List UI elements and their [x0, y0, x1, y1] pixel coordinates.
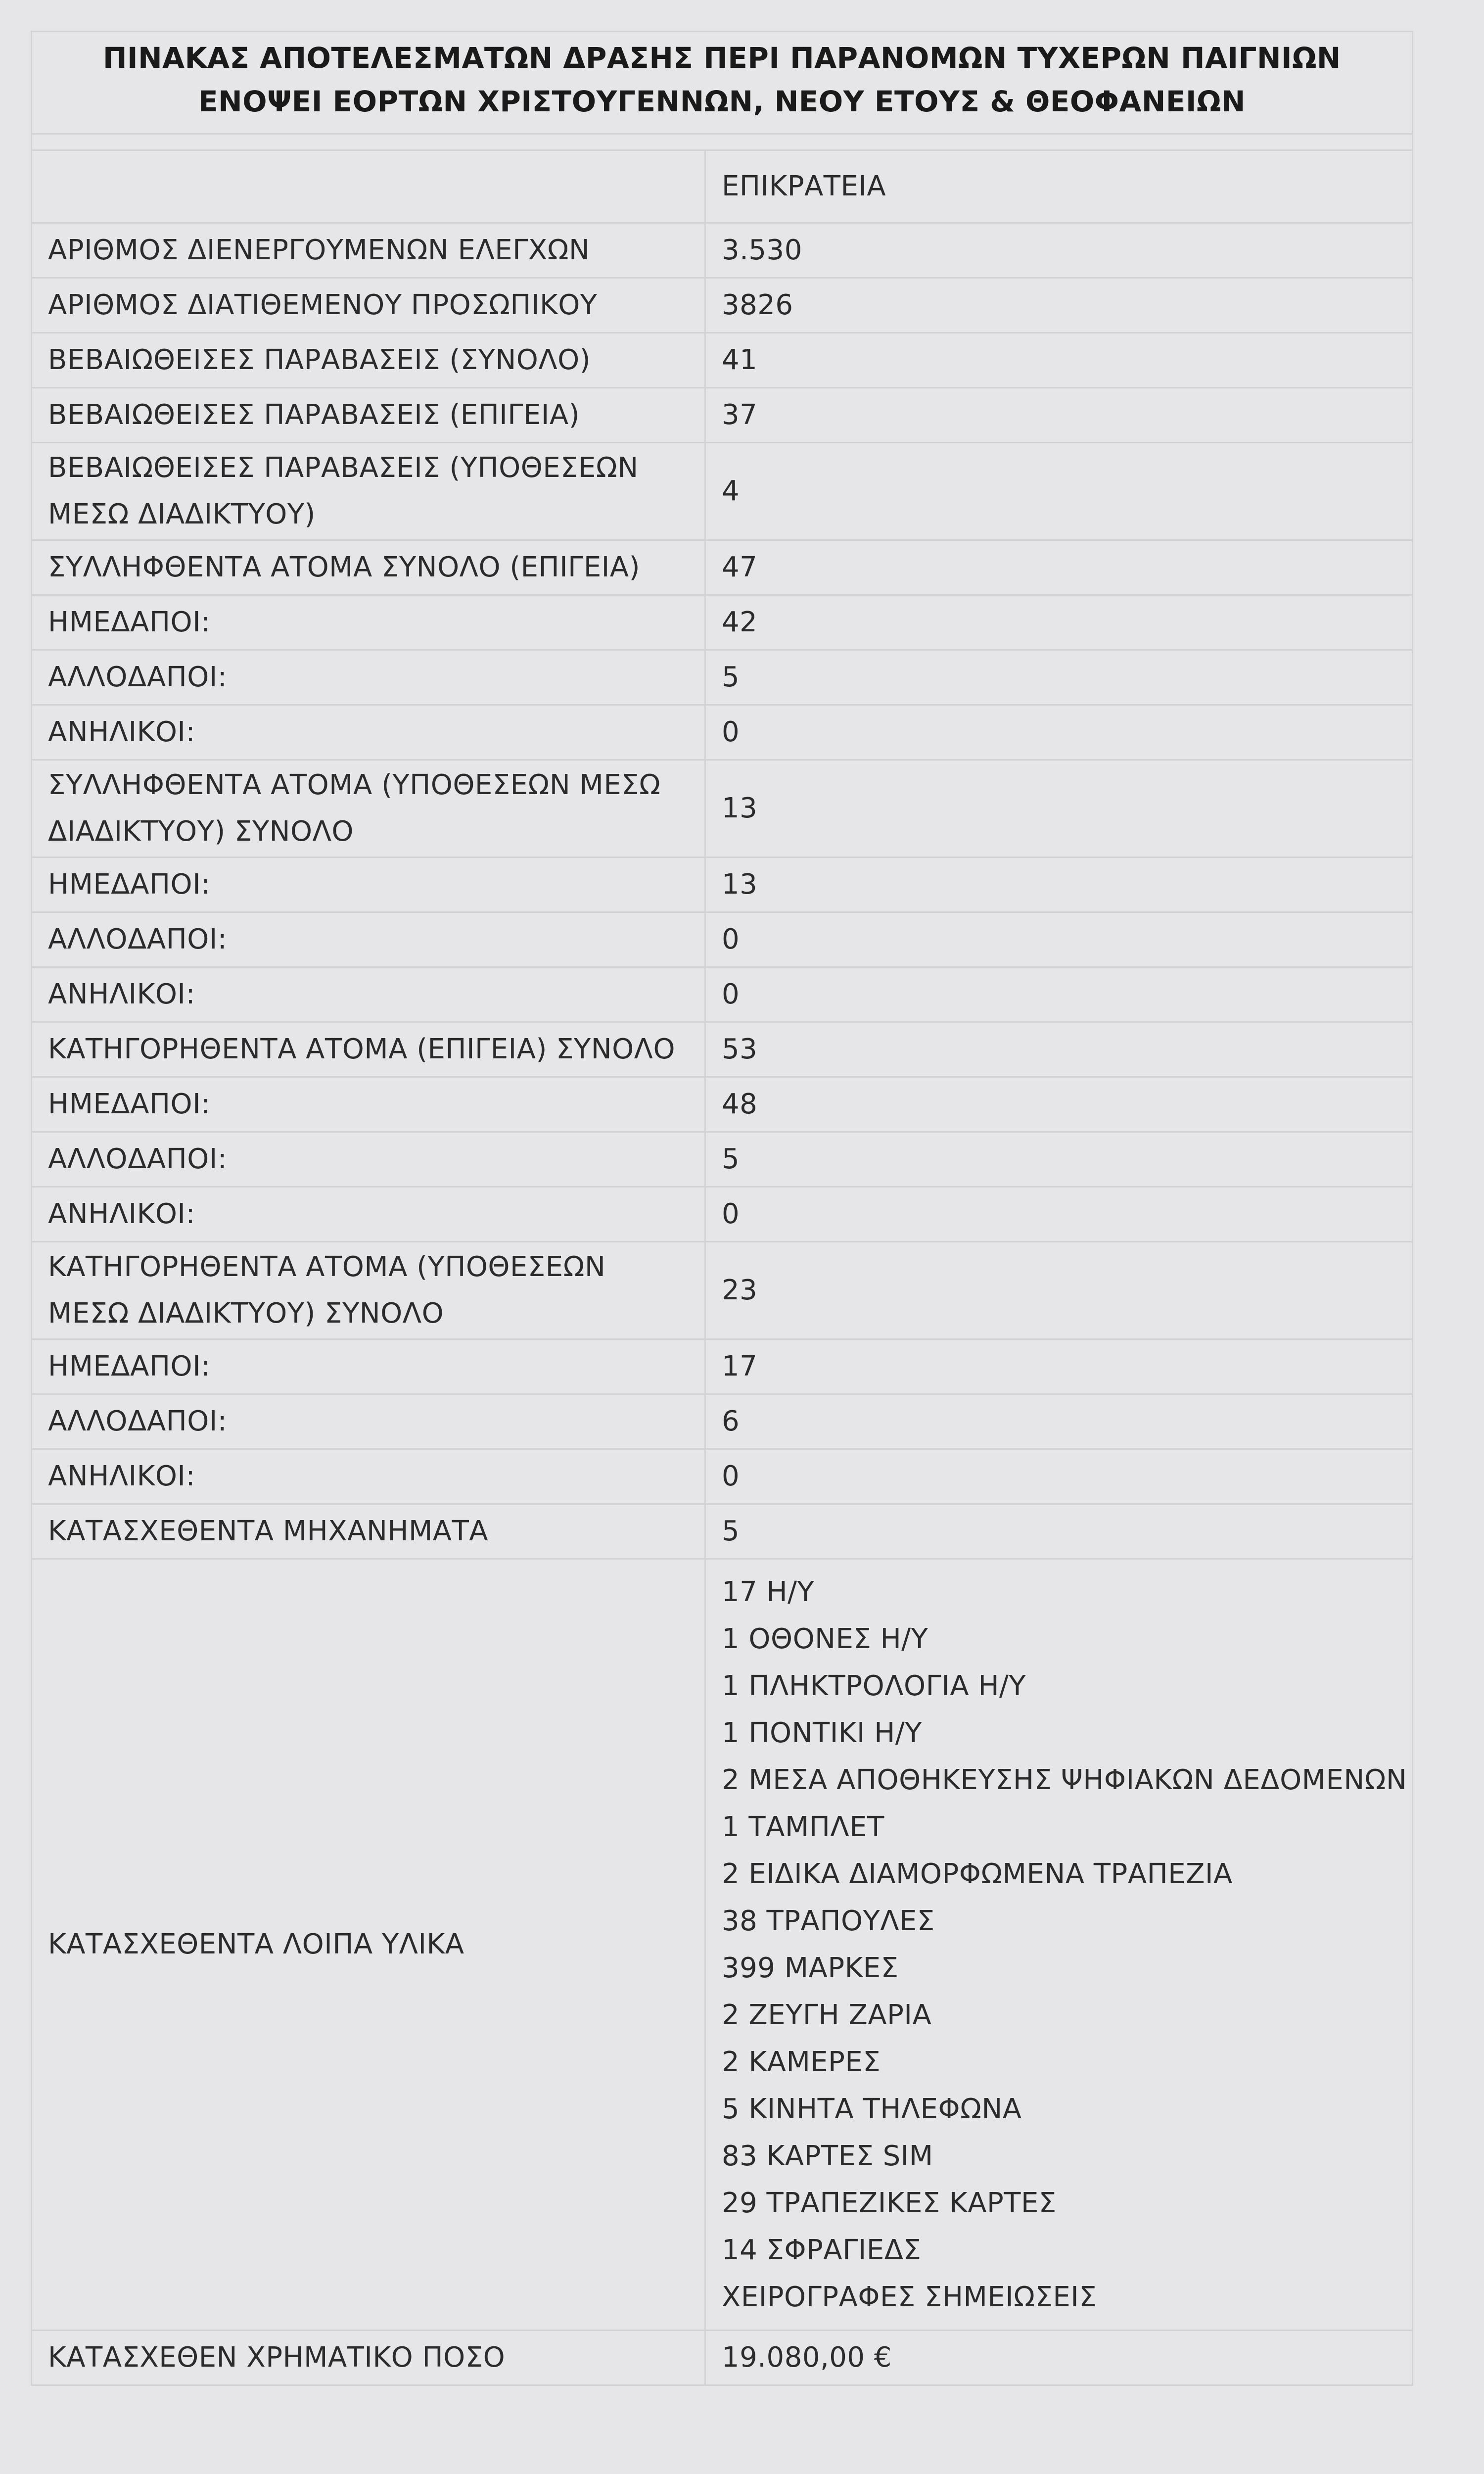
table-row	[32, 650, 1413, 705]
row-label: ΑΛΛΟΔΑΠΟΙ:	[32, 650, 705, 705]
list-item: 83 ΚΑΡΤΕΣ SIM	[722, 2140, 933, 2172]
row-value: 0	[705, 1187, 1413, 1242]
list-item: 14 ΣΦΡΑΓΙΕΔΣ	[722, 2234, 922, 2266]
cash-row	[32, 2331, 1413, 2385]
list-item: 2 ΚΑΜΕΡΕΣ	[722, 2046, 881, 2078]
table-row	[32, 705, 1413, 760]
row-label: ΚΑΤΗΓΟΡΗΘΕΝΤΑ ΑΤΟΜΑ (ΕΠΙΓΕΙΑ) ΣΥΝΟΛΟ	[32, 1022, 705, 1077]
row-value: 47	[705, 540, 1413, 595]
seized-materials-cell	[705, 1559, 1413, 2331]
cash-value: 19.080,00 €	[705, 2331, 1413, 2385]
row-label: ΑΡΙΘΜΟΣ ΔΙΑΤΙΘΕΜΕΝΟΥ ΠΡΟΣΩΠΙΚΟΥ	[32, 278, 705, 333]
list-item: 17 Η/Υ	[722, 1576, 815, 1608]
list-item: ΧΕΙΡΟΓΡΑΦΕΣ ΣΗΜΕΙΩΣΕΙΣ	[722, 2281, 1097, 2313]
header-empty-cell	[32, 150, 705, 223]
row-label: ΚΑΤΗΓΟΡΗΘΕΝΤΑ ΑΤΟΜΑ (ΥΠΟΘΕΣΕΩΝ ΜΕΣΩ ΔΙΑΔΙΚΤΥΟΥ) ΣΥΝΟΛΟ	[32, 1242, 705, 1339]
row-label: ΑΛΛΟΔΑΠΟΙ:	[32, 1132, 705, 1187]
table-row	[32, 1242, 1413, 1339]
row-value: 13	[705, 857, 1413, 912]
row-value: 0	[705, 967, 1413, 1022]
seized-materials-list	[722, 1569, 1407, 2321]
cash-label: ΚΑΤΑΣΧΕΘΕΝ ΧΡΗΜΑΤΙΚΟ ΠΟΣΟ	[32, 2331, 705, 2385]
row-label: ΒΕΒΑΙΩΘΕΙΣΕΣ ΠΑΡΑΒΑΣΕΙΣ (ΕΠΙΓΕΙΑ)	[32, 388, 705, 443]
header-row	[32, 150, 1413, 223]
row-label: ΗΜΕΔΑΠΟΙ:	[32, 1077, 705, 1132]
table-row	[32, 857, 1413, 912]
table-row	[32, 1187, 1413, 1242]
row-label: ΗΜΕΔΑΠΟΙ:	[32, 857, 705, 912]
row-value: 0	[705, 1449, 1413, 1504]
row-label: ΑΝΗΛΙΚΟΙ:	[32, 1187, 705, 1242]
list-item: 399 ΜΑΡΚΕΣ	[722, 1952, 899, 1984]
row-value: 0	[705, 912, 1413, 967]
table-row	[32, 1449, 1413, 1504]
table-row	[32, 1132, 1413, 1187]
list-item: 2 ΕΙΔΙΚΑ ΔΙΑΜΟΡΦΩΜΕΝΑ ΤΡΑΠΕΖΙΑ	[722, 1858, 1233, 1890]
row-label: ΑΛΛΟΔΑΠΟΙ:	[32, 912, 705, 967]
list-item: 2 ΜΕΣΑ ΑΠΟΘΗΚΕΥΣΗΣ ΨΗΦΙΑΚΩΝ ΔΕΔΟΜΕΝΩΝ	[722, 1764, 1407, 1796]
row-value: 41	[705, 333, 1413, 388]
row-label: ΣΥΛΛΗΦΘΕΝΤΑ ΑΤΟΜΑ (ΥΠΟΘΕΣΕΩΝ ΜΕΣΩ ΔΙΑΔΙΚΤΥΟΥ) ΣΥΝΟΛΟ	[32, 760, 705, 857]
table-row	[32, 1394, 1413, 1449]
spacer-row	[32, 134, 1413, 150]
table-title: ΠΙΝΑΚΑΣ ΑΠΟΤΕΛΕΣΜΑΤΩΝ ΔΡΑΣΗΣ ΠΕΡΙ ΠΑΡΑΝΟΜΩΝ ΤΥΧΕΡΩΝ ΠΑΙΓΝΙΩΝ ΕΝΟΨΕΙ ΕΟΡΤΩΝ ΧΡΙΣΤΟΥΓΕΝΝΩΝ, ΝΕΟΥ ΕΤΟΥΣ & ΘΕΟΦΑΝΕΙΩΝ	[32, 32, 1413, 134]
table-row	[32, 967, 1413, 1022]
row-value: 0	[705, 705, 1413, 760]
list-item: 1 ΠΛΗΚΤΡΟΛΟΓΙΑ Η/Υ	[722, 1670, 1026, 1702]
row-label: ΑΝΗΛΙΚΟΙ:	[32, 1449, 705, 1504]
column-header: ΕΠΙΚΡΑΤΕΙΑ	[705, 150, 1413, 223]
row-label: ΚΑΤΑΣΧΕΘΕΝΤΑ ΜΗΧΑΝΗΜΑΤΑ	[32, 1504, 705, 1559]
table-row	[32, 223, 1413, 278]
table-row	[32, 1504, 1413, 1559]
table-row	[32, 443, 1413, 540]
table-row	[32, 1022, 1413, 1077]
list-item: 5 ΚΙΝΗΤΑ ΤΗΛΕΦΩΝΑ	[722, 2093, 1022, 2125]
list-item: 1 ΤΑΜΠΛΕΤ	[722, 1811, 884, 1843]
table-row	[32, 1077, 1413, 1132]
list-item: 38 ΤΡΑΠΟΥΛΕΣ	[722, 1905, 935, 1937]
results-table	[31, 31, 1413, 2386]
row-label: ΣΥΛΛΗΦΘΕΝΤΑ ΑΤΟΜΑ ΣΥΝΟΛΟ (ΕΠΙΓΕΙΑ)	[32, 540, 705, 595]
table-row	[32, 333, 1413, 388]
row-value: 3.530	[705, 223, 1413, 278]
table-row	[32, 912, 1413, 967]
row-value: 23	[705, 1242, 1413, 1339]
row-label: ΒΕΒΑΙΩΘΕΙΣΕΣ ΠΑΡΑΒΑΣΕΙΣ (ΣΥΝΟΛΟ)	[32, 333, 705, 388]
spacer-cell	[32, 134, 1413, 150]
table-row	[32, 760, 1413, 857]
list-item: 2 ΖΕΥΓΗ ΖΑΡΙΑ	[722, 1999, 932, 2031]
row-value: 13	[705, 760, 1413, 857]
list-item: 1 ΠΟΝΤΙΚΙ Η/Υ	[722, 1717, 922, 1749]
list-item: 29 ΤΡΑΠΕΖΙΚΕΣ ΚΑΡΤΕΣ	[722, 2187, 1057, 2219]
row-label: ΑΝΗΛΙΚΟΙ:	[32, 967, 705, 1022]
seized-materials-label: ΚΑΤΑΣΧΕΘΕΝΤΑ ΛΟΙΠΑ ΥΛΙΚΑ	[32, 1559, 705, 2331]
table-row	[32, 540, 1413, 595]
row-label: ΑΝΗΛΙΚΟΙ:	[32, 705, 705, 760]
list-item: 1 ΟΘΟΝΕΣ Η/Υ	[722, 1623, 928, 1655]
table-row	[32, 1339, 1413, 1394]
table-row	[32, 278, 1413, 333]
row-label: ΗΜΕΔΑΠΟΙ:	[32, 1339, 705, 1394]
row-label: ΑΛΛΟΔΑΠΟΙ:	[32, 1394, 705, 1449]
row-label: ΑΡΙΘΜΟΣ ΔΙΕΝΕΡΓΟΥΜΕΝΩΝ ΕΛΕΓΧΩΝ	[32, 223, 705, 278]
row-value: 5	[705, 1132, 1413, 1187]
row-value: 4	[705, 443, 1413, 540]
row-value: 5	[705, 650, 1413, 705]
seized-materials-row	[32, 1559, 1413, 2331]
row-value: 3826	[705, 278, 1413, 333]
row-value: 6	[705, 1394, 1413, 1449]
results-table-container	[31, 31, 1412, 2386]
row-label: ΗΜΕΔΑΠΟΙ:	[32, 595, 705, 650]
row-value: 37	[705, 388, 1413, 443]
row-value: 42	[705, 595, 1413, 650]
row-label: ΒΕΒΑΙΩΘΕΙΣΕΣ ΠΑΡΑΒΑΣΕΙΣ (ΥΠΟΘΕΣΕΩΝ ΜΕΣΩ ΔΙΑΔΙΚΤΥΟΥ)	[32, 443, 705, 540]
row-value: 53	[705, 1022, 1413, 1077]
row-value: 48	[705, 1077, 1413, 1132]
table-row	[32, 388, 1413, 443]
row-value: 17	[705, 1339, 1413, 1394]
row-value: 5	[705, 1504, 1413, 1559]
title-row	[32, 32, 1413, 134]
table-row	[32, 595, 1413, 650]
